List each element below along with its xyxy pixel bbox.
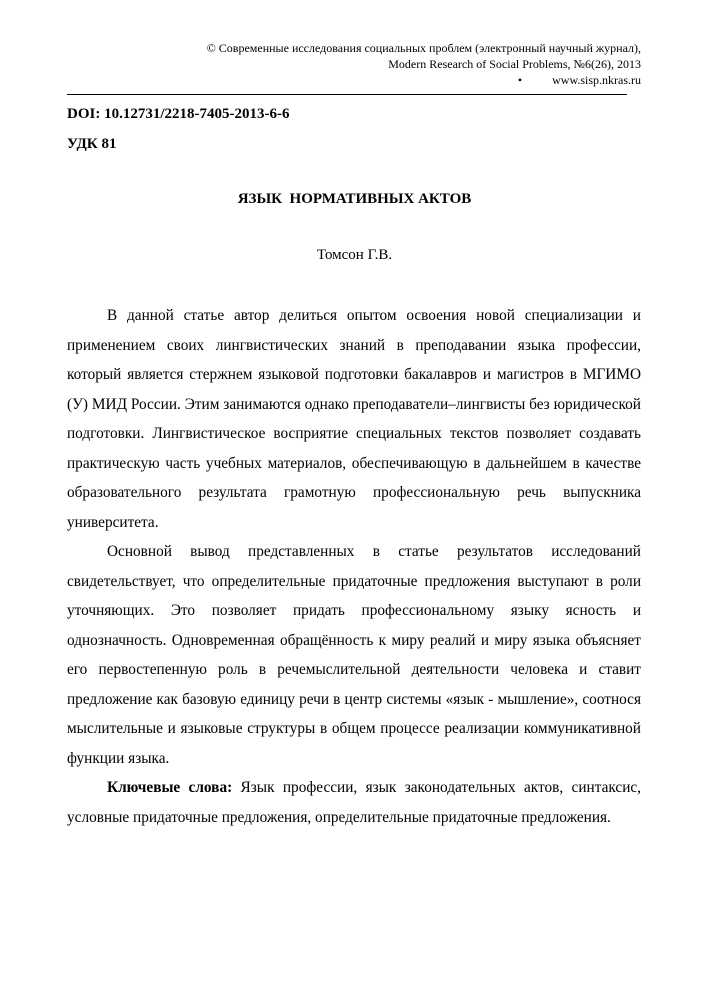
doi-line: DOI: 10.12731/2218-7405-2013-6-6	[67, 106, 290, 122]
abstract-paragraph: Основной вывод представленных в статье результатов исследований свидетельствует, что определительные придаточные предложения выступают в роли уточняющих. Это позволяет придать профессиональному языку ясность и однозначность. Одновременная обращённость к миру реалий и миру языка объясняет его первостепенную роль в речемыслительной деятельности человека и ставит предложение как базовую единицу речи в центр системы «язык - мышление», соотнося мыслительные и языковые структуры в общем процессе реализации коммуникативной функции языка.	[67, 543, 641, 767]
udk-line: УДК 81	[67, 136, 117, 152]
abstract-paragraph: В данной статье автор делиться опытом освоения новой специализации и применением своих лингвистических знаний в преподавании языка профессии, который является стержнем языковой подготовки бакалавров и магистров в МГИМО (У) МИД России. Этим занимаются однако преподаватели–лингвисты без юридической подготовки. Лингвистическое восприятие специальных текстов позволяет создавать практическую часть учебных материалов, обеспечивающую в дальнейшем в качестве образовательного результата грамотную профессиональную речь выпускника университета.	[67, 307, 641, 531]
running-header	[207, 40, 641, 88]
journal-site-line	[207, 72, 641, 88]
keywords-label: Ключевые слова:	[107, 779, 233, 796]
article-title	[0, 189, 709, 209]
journal-site: www.sisp.nkras.ru	[552, 73, 641, 87]
bullet-icon: •	[517, 73, 523, 87]
abstract	[67, 301, 641, 832]
article-title-text: ЯЗЫК НОРМАТИВНЫХ АКТОВ	[237, 191, 472, 207]
keywords-text: Язык профессии, язык законодательных актов, синтаксис, условные придаточные предложения, определительные придаточные предложения.	[67, 779, 641, 826]
keywords-paragraph	[67, 773, 641, 832]
journal-issue-line: Modern Research of Social Problems, №6(26), 2013	[388, 57, 641, 71]
header-rule	[67, 94, 627, 95]
journal-copyright-line: © Современные исследования социальных проблем (электронный научный журнал),	[206, 41, 641, 55]
author-name: Томсон Г.В.	[316, 247, 393, 263]
